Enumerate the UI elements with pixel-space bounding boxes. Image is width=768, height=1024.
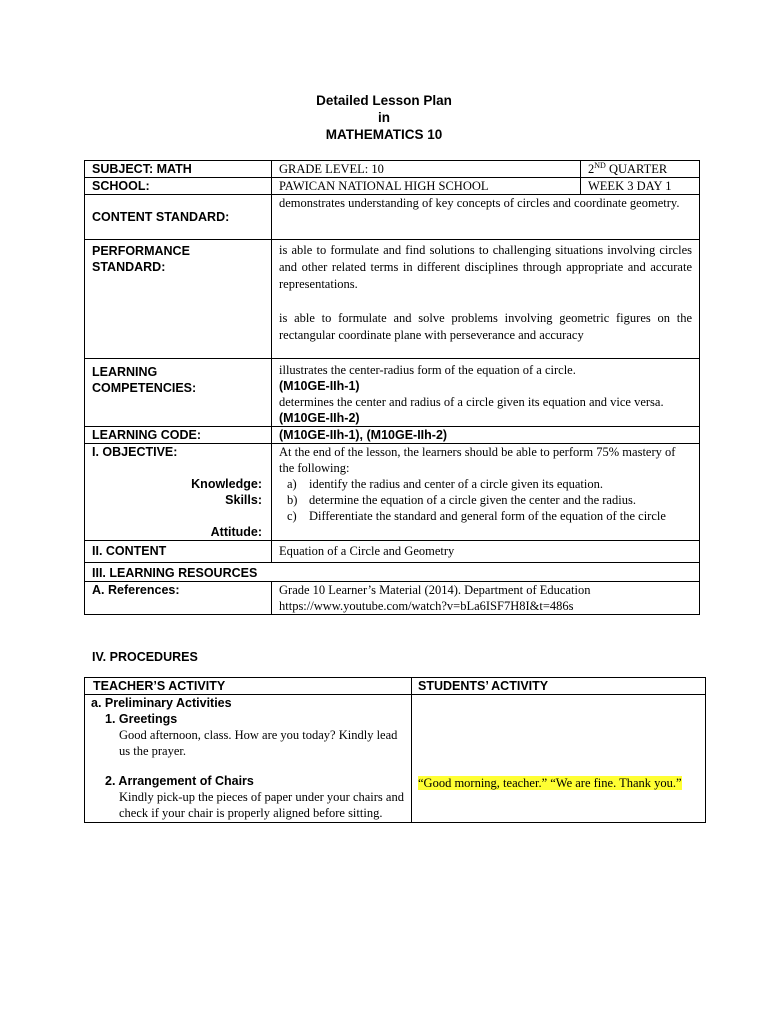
objective-text: determine the equation of a circle given the center and the radius. bbox=[309, 493, 636, 507]
grade-level-cell: GRADE LEVEL: 10 bbox=[272, 161, 581, 178]
subject-row bbox=[85, 161, 700, 178]
objective-item bbox=[287, 476, 692, 492]
procedures-table bbox=[84, 677, 706, 823]
teacher-activity-cell bbox=[85, 695, 412, 823]
teacher-activity-header: TEACHER’S ACTIVITY bbox=[85, 678, 412, 695]
competency-2-code: (M10GE-IIh-2) bbox=[279, 411, 360, 425]
reference-2: https://www.youtube.com/watch?v=bLa6ISF7H8I&t=486s bbox=[279, 599, 574, 613]
reference-1: Grade 10 Learner’s Material (2014). Department of Education bbox=[279, 583, 591, 597]
school-value: PAWICAN NATIONAL HIGH SCHOOL bbox=[272, 178, 581, 195]
arrangement-label: 2. Arrangement of Chairs bbox=[105, 774, 254, 788]
greetings-text: Good afternoon, class. How are you today? Kindly lead us the prayer. bbox=[119, 728, 398, 758]
references-value bbox=[272, 582, 700, 615]
title-line-1: Detailed Lesson Plan bbox=[316, 93, 452, 108]
competencies-label bbox=[85, 359, 272, 427]
references-label: A. References: bbox=[85, 582, 272, 615]
performance-standard-value bbox=[272, 240, 700, 359]
objective-text: identify the radius and center of a circle given its equation. bbox=[309, 477, 603, 491]
learning-code-label: LEARNING CODE: bbox=[85, 427, 272, 444]
competencies-value bbox=[272, 359, 700, 427]
quarter-suffix: ND bbox=[594, 160, 606, 170]
objective-item bbox=[287, 492, 692, 508]
objective-marker: b) bbox=[287, 493, 298, 507]
performance-standard-row bbox=[85, 240, 700, 359]
student-activity-header: STUDENTS’ ACTIVITY bbox=[412, 678, 706, 695]
performance-paragraph-1: is able to formulate and find solutions to challenging situations involving circles and other related terms in different disciplines through appropriate and accurate representations. bbox=[279, 243, 692, 291]
learning-code-value: (M10GE-IIh-1), (M10GE-IIh-2) bbox=[272, 427, 700, 444]
performance-paragraph-2: is able to formulate and solve problems involving geometric figures on the rectangular coordinate plane with perseverance and accuracy bbox=[279, 311, 692, 342]
school-label: SCHOOL: bbox=[85, 178, 272, 195]
competencies-label-line-1: LEARNING bbox=[92, 365, 158, 379]
learning-code-row bbox=[85, 427, 700, 444]
content-row bbox=[85, 541, 700, 563]
resources-row bbox=[85, 563, 700, 582]
procedures-heading: IV. PROCEDURES bbox=[92, 650, 198, 664]
procedures-header-row bbox=[85, 678, 706, 695]
competencies-row bbox=[85, 359, 700, 427]
performance-standard-label bbox=[85, 240, 272, 359]
arrangement-text: Kindly pick-up the pieces of paper under your chairs and check if your chair is properly aligned before sitting. bbox=[119, 790, 404, 820]
objective-item bbox=[287, 508, 692, 524]
content-standard-row bbox=[85, 195, 700, 240]
quarter-word: QUARTER bbox=[605, 162, 668, 176]
objective-row bbox=[85, 444, 700, 541]
content-label: II. CONTENT bbox=[85, 541, 272, 563]
content-value: Equation of a Circle and Geometry bbox=[272, 541, 700, 563]
competency-1-text: illustrates the center-radius form of the equation of a circle. bbox=[279, 363, 576, 377]
document-title bbox=[0, 92, 768, 143]
performance-label-line-2: STANDARD: bbox=[92, 260, 166, 274]
procedures-content-row bbox=[85, 695, 706, 823]
attitude-label: Attitude: bbox=[210, 525, 262, 539]
student-response: “Good morning, teacher.” “We are fine. Thank you.” bbox=[418, 776, 682, 790]
objective-label: I. OBJECTIVE: bbox=[92, 445, 178, 459]
competency-2-text: determines the center and radius of a circle given its equation and vice versa. bbox=[279, 395, 664, 409]
subject-cell: SUBJECT: MATH bbox=[85, 161, 272, 178]
competencies-label-line-2: COMPETENCIES: bbox=[92, 381, 197, 395]
lesson-info-table bbox=[84, 160, 700, 615]
competency-2 bbox=[279, 394, 692, 426]
title-line-3: MATHEMATICS 10 bbox=[325, 127, 443, 142]
content-standard-label: CONTENT STANDARD: bbox=[85, 195, 272, 240]
objective-value bbox=[272, 444, 700, 541]
objective-list bbox=[279, 476, 692, 524]
competency-1-code: (M10GE-IIh-1) bbox=[279, 379, 360, 393]
skills-label: Skills: bbox=[225, 493, 262, 507]
objective-text: Differentiate the standard and general form of the equation of the circle bbox=[309, 509, 666, 523]
quarter-number: 2 bbox=[588, 162, 595, 176]
resources-label: III. LEARNING RESOURCES bbox=[85, 563, 700, 582]
objective-label-cell bbox=[85, 444, 272, 541]
prelim-activities-label: a. Preliminary Activities bbox=[91, 696, 232, 710]
references-row bbox=[85, 582, 700, 615]
greetings-label: 1. Greetings bbox=[105, 712, 178, 726]
knowledge-label: Knowledge: bbox=[191, 477, 262, 491]
objective-marker: a) bbox=[287, 477, 297, 491]
content-standard-value: demonstrates understanding of key concepts of circles and coordinate geometry. bbox=[272, 195, 700, 240]
performance-label-line-1: PERFORMANCE bbox=[92, 244, 190, 258]
student-activity-cell bbox=[412, 695, 706, 823]
title-line-2: in bbox=[378, 110, 390, 125]
school-row bbox=[85, 178, 700, 195]
objective-marker: c) bbox=[287, 509, 297, 523]
quarter-cell bbox=[581, 161, 700, 178]
objective-intro: At the end of the lesson, the learners should be able to perform 75% mastery of the following: bbox=[279, 445, 676, 475]
week-cell: WEEK 3 DAY 1 bbox=[581, 178, 700, 195]
